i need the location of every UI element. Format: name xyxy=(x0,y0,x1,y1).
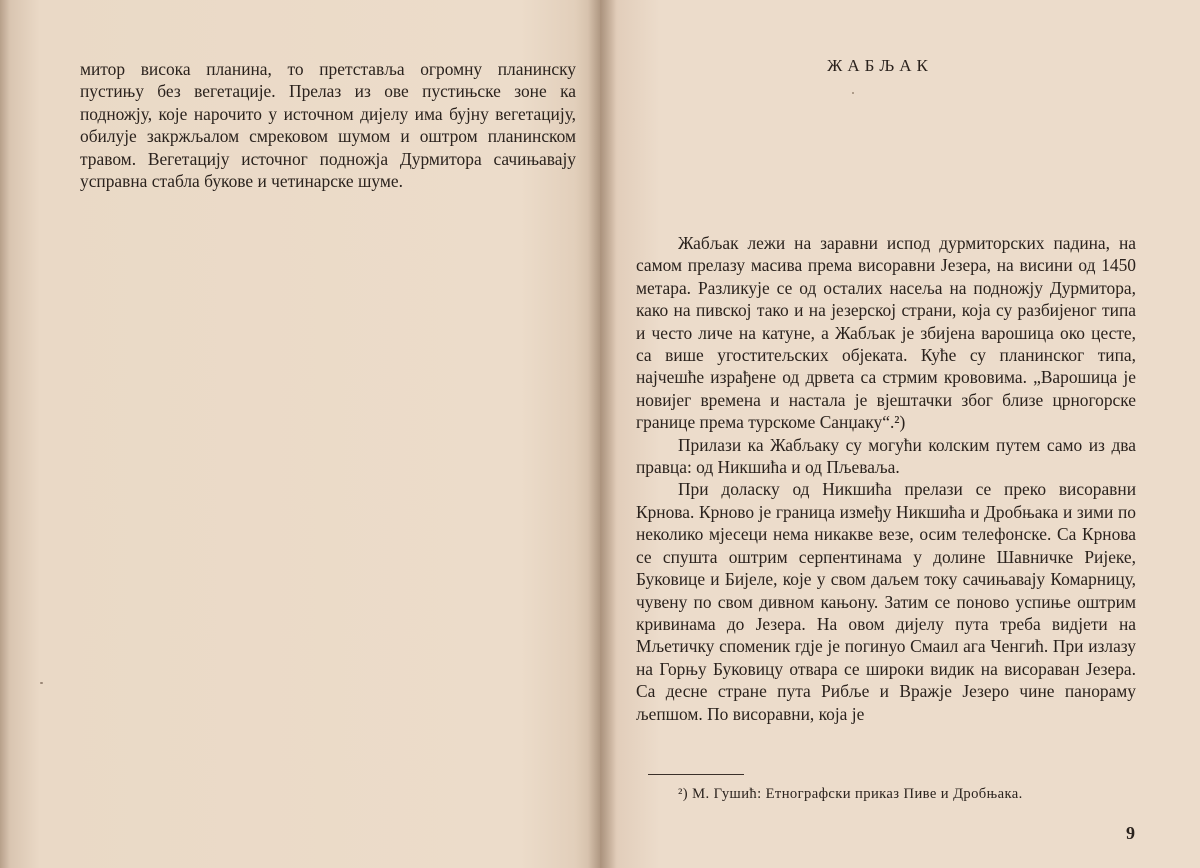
chapter-title: ЖАБЉАК xyxy=(827,56,933,75)
footnote-text: М. Гушић: Етнографски приказ Пиве и Дробњака. xyxy=(692,786,1023,802)
left-paragraph: митор висока планина, то претставља огромну планинску пустињу без вегетације. Прелаз из ове пустињске зоне ка подножју, које нарочито у источном дијелу има бујну вегетацију, обилује закржљалом смрековом шумом и оштром планинском травом. Вегетацију источног подножја Дурмитора сачињавају усправна стабла букове и четинарске шуме. xyxy=(80,59,576,192)
footnote-separator xyxy=(648,774,744,775)
page-number: 9 xyxy=(1126,823,1135,843)
paper-speck xyxy=(40,682,43,684)
right-page-text xyxy=(636,232,1136,725)
paragraph-2: Прилази ка Жабљаку су могући колским путем само из два правца: од Никшића и од Пљеваља. xyxy=(636,434,1136,478)
footnote-marker: ²) xyxy=(678,786,689,802)
paragraph-3: При доласку од Никшића прелази се преко висоравни Крнова. Крново је граница између Никшића и Дробњака и зими по неколико мјесеци нема никакве везе, осим телефонске. Са Крнова се спушта оштрим серпентинама у долине Шавничке Ријеке, Буковице и Бијеле, које у свом даљем току сачињавају Комарницу, чувену по свом дивном кањону. Затим се поново успиње оштрим кривинама до Језера. На овом дијелу пута треба видјети на Мљетичку споменик гдје је погинуо Смаил ага Ченгић. При излазу на Горњу Буковицу отвара се широки видик на висораван Језера. Са десне стране пута Рибље и Вражје Језеро чине панораму љепшом. По висоравни, која је xyxy=(636,479,1136,724)
book-gutter xyxy=(588,0,616,868)
footnote xyxy=(678,786,1148,803)
paragraph-1: Жабљак лежи на заравни испод дурмиторских падина, на самом прелазу масива према висоравни Језера, на висини од 1450 метара. Разликује се од осталих насеља на подножју Дурмитора, како на пивској тако и на језерској страни, која су разбијеног типа и често личе на катуне, а Жабљак је збијена варошица око цесте, са више угоститељских објеката. Куће су планинског типа, најчешће израђене од дрвета са стрмим крововима. „Варошица је новијег времена и настала је вјештачки због близе црногорске границе према турскоме Санџаку“.²) xyxy=(636,233,1136,433)
left-page-text xyxy=(80,58,576,192)
paper-speck xyxy=(852,92,854,94)
